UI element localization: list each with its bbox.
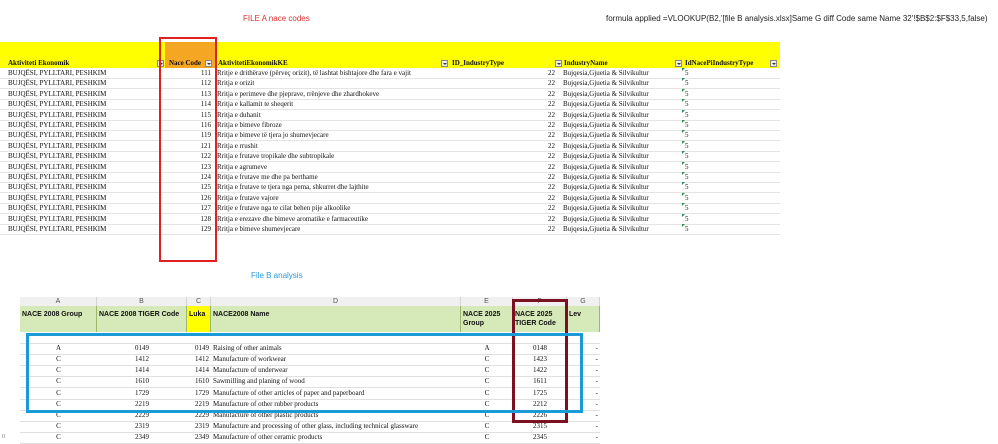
cell-tiger[interactable]: 2349 — [135, 432, 149, 441]
column-letter-header[interactable]: F — [513, 297, 567, 306]
cell-tiger[interactable]: 2319 — [135, 421, 149, 430]
cell-code[interactable]: 112 — [200, 79, 211, 88]
cell-idnace[interactable] — [682, 99, 772, 109]
cell-ke[interactable]: Rritje e drithërave (përveç orizit), të lashtat bishtajore dhe fara e vajit — [217, 69, 411, 77]
cell-value: 5 — [685, 173, 689, 181]
rows-highlight-box — [26, 333, 583, 413]
cell-id-type[interactable]: 22 — [548, 69, 555, 77]
cell-value: 5 — [685, 193, 689, 202]
cell-name[interactable]: Sawmilling and planing of wood — [213, 377, 305, 386]
cell-ke[interactable]: Rritja e kallamit te sheqerit — [217, 100, 294, 109]
cell-ke[interactable]: Rritja e erezave dhe bimeve aromatike e farmaceutike — [217, 214, 368, 223]
cell-activity[interactable]: BUJQËSI, PYLLTARI, PESHKIM — [8, 79, 107, 88]
cell-group25[interactable]: C — [484, 355, 490, 364]
cell-group[interactable]: C — [56, 432, 61, 441]
cell-group[interactable]: C — [56, 377, 61, 386]
cell-tiger25[interactable]: 2212 — [533, 399, 547, 408]
cell-lev[interactable]: - — [595, 399, 598, 408]
table-row[interactable] — [0, 172, 780, 182]
cell-group25[interactable]: C — [484, 399, 490, 408]
cell-name[interactable]: Manufacture of underwear — [213, 366, 288, 375]
cell-id-type[interactable]: 22 — [548, 173, 555, 181]
column-letter-header[interactable]: G — [567, 297, 600, 306]
header-nace-2008-tiger-code: NACE 2008 TIGER Code — [97, 306, 187, 332]
cell-tiger[interactable]: 2219 — [135, 399, 149, 408]
cell-value: 5 — [685, 141, 689, 150]
table-row[interactable] — [0, 421, 600, 432]
header-nace-code: Nace Code — [168, 59, 202, 67]
cell-value: 5 — [685, 131, 689, 140]
cell-ke[interactable]: Rritja e agrumeve — [217, 162, 268, 171]
table-row[interactable] — [0, 151, 780, 161]
cell-activity[interactable]: BUJQËSI, PYLLTARI, PESHKIM — [8, 121, 107, 129]
cell-industry[interactable]: Bujqesia,Gjuetia & Silvikultur — [563, 79, 649, 88]
cell-lev[interactable]: - — [595, 388, 598, 397]
cell-activity[interactable]: BUJQËSI, PYLLTARI, PESHKIM — [8, 110, 107, 119]
table-row[interactable] — [0, 162, 780, 172]
cell-code[interactable]: 125 — [200, 183, 211, 192]
cell-id-type[interactable]: 22 — [548, 100, 555, 109]
cell-idnace[interactable] — [682, 172, 772, 182]
cell-tiger[interactable]: 0149 — [135, 344, 149, 353]
cell-value: 5 — [685, 162, 689, 171]
cell-name[interactable]: Manufacture of other ceramic products — [213, 432, 323, 441]
cell-industry[interactable]: Bujqesia,Gjuetia & Silvikultur — [563, 162, 649, 171]
cell-value: 5 — [685, 183, 689, 192]
table-row[interactable] — [0, 432, 600, 443]
header-nace-2025-tiger-code: NACE 2025 TIGER Code — [513, 306, 567, 332]
header-id-industry-type: ID_IndustryType — [452, 59, 504, 67]
cell-code[interactable]: 111 — [201, 69, 211, 77]
cell-code[interactable]: 124 — [200, 173, 211, 181]
cell-id-type[interactable]: 22 — [548, 162, 555, 171]
cell-id-type[interactable]: 22 — [548, 141, 555, 150]
cell-id-type[interactable]: 22 — [548, 225, 555, 233]
cell-group25[interactable]: C — [484, 410, 490, 419]
cell-group25[interactable]: C — [484, 366, 490, 375]
cell-tiger[interactable]: 1610 — [135, 377, 149, 386]
cell-activity[interactable]: BUJQËSI, PYLLTARI, PESHKIM — [8, 214, 107, 223]
column-letter-header[interactable]: C — [187, 297, 211, 306]
cell-code[interactable]: 119 — [200, 131, 211, 140]
cell-tiger[interactable]: 1729 — [135, 388, 149, 397]
table-row[interactable] — [0, 110, 780, 120]
cell-idnace[interactable] — [682, 193, 772, 203]
cell-tiger25[interactable]: 2345 — [533, 432, 547, 441]
cell-luka[interactable]: 2349 — [195, 432, 209, 441]
cell-luka[interactable]: 1729 — [195, 388, 209, 397]
table-row[interactable] — [0, 214, 780, 224]
cell-group25[interactable]: C — [484, 421, 490, 430]
cell-idnace[interactable] — [682, 224, 772, 234]
cell-tiger[interactable]: 1414 — [135, 366, 149, 375]
cell-value: 5 — [685, 110, 689, 119]
cell-industry[interactable]: Bujqesia,Gjuetia & Silvikultur — [563, 89, 649, 98]
cell-id-type[interactable]: 22 — [548, 214, 555, 223]
header-industry-name: IndustryName — [564, 59, 608, 67]
cell-industry[interactable]: Bujqesia,Gjuetia & Silvikultur — [563, 141, 649, 150]
cell-idnace[interactable] — [682, 214, 772, 224]
cell-code[interactable]: 113 — [200, 89, 211, 98]
cell-group[interactable]: C — [56, 410, 61, 419]
cell-code[interactable]: 121 — [200, 141, 211, 150]
cell-luka[interactable]: 1414 — [195, 366, 209, 375]
filter-dropdown-icon[interactable] — [675, 60, 682, 67]
cell-tiger25[interactable]: 2315 — [533, 421, 547, 430]
cell-tiger25[interactable]: 1422 — [533, 366, 547, 375]
cell-value: 5 — [685, 89, 689, 98]
cell-idnace[interactable] — [682, 182, 772, 192]
cell-activity[interactable]: BUJQËSI, PYLLTARI, PESHKIM — [8, 131, 107, 140]
cell-value: 5 — [685, 214, 689, 223]
cell-luka[interactable]: 2319 — [195, 421, 209, 430]
cell-id-type[interactable]: 22 — [548, 110, 555, 119]
cell-code[interactable]: 126 — [200, 193, 211, 202]
cell-lev[interactable]: - — [595, 355, 598, 364]
header-aktiviteti-ekonomik: Aktiviteti Ekonomik — [8, 59, 70, 67]
cell-lev[interactable]: - — [595, 432, 598, 441]
cell-luka[interactable]: 2229 — [195, 410, 209, 419]
cell-id-type[interactable]: 22 — [548, 193, 555, 202]
table-row[interactable] — [0, 182, 780, 192]
cell-activity[interactable]: BUJQËSI, PYLLTARI, PESHKIM — [8, 69, 107, 77]
cell-lev[interactable]: - — [595, 366, 598, 375]
cell-group25[interactable]: C — [484, 377, 490, 386]
cell-code[interactable]: 115 — [200, 110, 211, 119]
cell-luka[interactable]: 1412 — [195, 355, 209, 364]
cell-tiger[interactable]: 1412 — [135, 355, 149, 364]
cell-industry[interactable]: Bujqesia,Gjuetia & Silvikultur — [563, 214, 649, 223]
cell-id-type[interactable]: 22 — [548, 152, 555, 161]
cell-industry[interactable]: Bujqesia,Gjuetia & Silvikultur — [563, 193, 649, 202]
cell-activity[interactable]: BUJQËSI, PYLLTARI, PESHKIM — [8, 152, 107, 161]
column-letter-header[interactable]: B — [97, 297, 187, 306]
cell-activity[interactable]: BUJQËSI, PYLLTARI, PESHKIM — [8, 183, 107, 192]
cell-activity[interactable]: BUJQËSI, PYLLTARI, PESHKIM — [8, 225, 107, 233]
row-number: 0 — [2, 433, 5, 440]
cell-industry[interactable]: Bujqesia,Gjuetia & Silvikultur — [563, 173, 649, 181]
cell-industry[interactable]: Bujqesia,Gjuetia & Silvikultur — [563, 204, 649, 213]
cell-idnace[interactable] — [682, 162, 772, 172]
table-row[interactable] — [0, 224, 780, 234]
cell-idnace[interactable] — [682, 68, 772, 78]
cell-id-type[interactable]: 22 — [548, 121, 555, 129]
filter-dropdown-icon[interactable] — [555, 60, 562, 67]
table-row[interactable] — [0, 193, 780, 203]
header-luka: Luka — [187, 306, 211, 332]
cell-ke[interactable]: Rritja e frutave te tjera nga pema, shkurret dhe lajthite — [217, 183, 369, 192]
cell-value: 5 — [685, 152, 689, 161]
header-nace-2025-group: NACE 2025 Group — [461, 306, 513, 332]
cell-code[interactable]: 114 — [200, 100, 211, 109]
cell-group[interactable]: C — [56, 421, 61, 430]
cell-activity[interactable]: BUJQËSI, PYLLTARI, PESHKIM — [8, 193, 107, 202]
cell-luka[interactable]: 1610 — [195, 377, 209, 386]
cell-value: 5 — [685, 100, 689, 109]
cell-tiger25[interactable]: 2226 — [533, 410, 547, 419]
cell-group[interactable]: C — [56, 399, 61, 408]
cell-id-type[interactable]: 22 — [548, 79, 555, 88]
cell-activity[interactable]: BUJQËSI, PYLLTARI, PESHKIM — [8, 100, 107, 109]
table-row[interactable] — [0, 89, 780, 99]
cell-group[interactable]: A — [55, 344, 62, 353]
cell-ke[interactable]: Rritja e frutave vajore — [217, 193, 279, 202]
nace-code-highlight-box — [159, 37, 217, 262]
cell-value: 5 — [685, 79, 689, 88]
cell-idnace[interactable] — [682, 151, 772, 161]
cell-id-type[interactable]: 22 — [548, 89, 555, 98]
cell-ke[interactable]: Rritja e bimeve të tjera jo shumevjecare — [217, 131, 329, 140]
cell-industry[interactable]: Bujqesia,Gjuetia & Silvikultur — [563, 225, 649, 233]
column-letter-header[interactable]: D — [211, 297, 461, 306]
cell-group25[interactable]: C — [484, 432, 490, 441]
cell-id-type[interactable]: 22 — [548, 183, 555, 192]
cell-ke[interactable]: Rritje e frutave nga te cilat behen pije alkoolike — [217, 204, 351, 213]
cell-group[interactable]: C — [56, 366, 61, 375]
gridline — [0, 234, 780, 235]
column-letter-header[interactable]: E — [461, 297, 513, 306]
column-letter-header[interactable]: A — [20, 297, 97, 306]
cell-ke[interactable]: Rritja e perimeve dhe pjeprave, rrënjeve dhe zhardhokeve — [217, 89, 380, 98]
cell-industry[interactable]: Bujqesia,Gjuetia & Silvikultur — [563, 69, 649, 77]
cell-name[interactable]: Manufacture and processing of other glass, including technical glassware — [213, 421, 419, 430]
cell-luka[interactable]: 2219 — [195, 399, 209, 408]
cell-idnace[interactable] — [682, 78, 772, 88]
cell-industry[interactable]: Bujqesia,Gjuetia & Silvikultur — [563, 152, 649, 161]
table-row[interactable] — [0, 203, 780, 213]
cell-activity[interactable]: BUJQËSI, PYLLTARI, PESHKIM — [8, 173, 107, 181]
table-row[interactable] — [0, 141, 780, 151]
cell-idnace[interactable] — [682, 89, 772, 99]
cell-industry[interactable]: Bujqesia,Gjuetia & Silvikultur — [563, 183, 649, 192]
cell-tiger25[interactable]: 1611 — [533, 377, 547, 386]
cell-lev[interactable]: - — [595, 377, 598, 386]
cell-industry[interactable]: Bujqesia,Gjuetia & Silvikultur — [563, 100, 649, 109]
cell-tiger[interactable]: 2229 — [135, 410, 149, 419]
cell-ke[interactable]: Rritja e rrushit — [217, 141, 258, 150]
cell-value: 5 — [685, 204, 689, 213]
cell-tiger25[interactable]: 1725 — [533, 388, 547, 397]
cell-lev[interactable]: - — [595, 421, 598, 430]
cell-value: 5 — [685, 69, 689, 77]
cell-group[interactable]: C — [56, 355, 61, 364]
cell-ke[interactable]: Rritja e bimeve shumevjecare — [217, 225, 301, 233]
cell-ke[interactable]: Rritja e frutave tropikale dhe subtropikale — [217, 152, 335, 161]
cell-industry[interactable]: Bujqesia,Gjuetia & Silvikultur — [563, 110, 649, 119]
cell-luka[interactable]: 0149 — [195, 344, 209, 353]
cell-id-type[interactable]: 22 — [548, 204, 555, 213]
header-aktiviteti-ke: AktivitetiEkonomikKE — [218, 59, 288, 67]
cell-ke[interactable]: Rritja e bimeve fibroze — [217, 121, 282, 129]
cell-code[interactable]: 129 — [200, 225, 211, 233]
header-nace2008-name: NACE2008 Name — [211, 306, 461, 332]
cell-industry[interactable]: Bujqesia,Gjuetia & Silvikultur — [563, 131, 649, 140]
cell-value: 5 — [685, 225, 689, 233]
cell-id-type[interactable]: 22 — [548, 131, 555, 140]
cell-idnace[interactable] — [682, 110, 772, 120]
cell-code[interactable]: 128 — [200, 214, 211, 223]
cell-group25[interactable]: C — [484, 388, 490, 397]
header-lev: Lev — [567, 306, 600, 332]
cell-activity[interactable]: BUJQËSI, PYLLTARI, PESHKIM — [8, 204, 107, 213]
table-row[interactable] — [0, 99, 780, 109]
filter-dropdown-icon[interactable] — [441, 60, 448, 67]
cell-value: 5 — [685, 121, 689, 129]
cell-tiger25[interactable]: 1423 — [533, 355, 547, 364]
cell-ke[interactable]: Rritja e frutave me dhe pa berthame — [217, 173, 318, 181]
cell-tiger25[interactable]: 0148 — [533, 344, 547, 353]
table-row[interactable] — [0, 120, 780, 130]
cell-lev[interactable]: - — [595, 410, 598, 419]
file-b-caption: File B analysis — [251, 271, 303, 280]
cell-ke[interactable]: Rritja e duhanit — [217, 110, 261, 119]
cell-lev[interactable]: - — [595, 344, 598, 353]
cell-code[interactable]: 122 — [200, 152, 211, 161]
header-id-nace-pi-industry-type: IdNacePiIndustryType — [685, 59, 754, 67]
cell-ke[interactable]: Rritja e orizit — [217, 79, 255, 88]
formula-caption: formula applied =VLOOKUP(B2,'[file B analysis.xlsx]Same G diff Code same Name 32'!$B$2:$F$33,5,false) — [606, 14, 988, 23]
cell-activity[interactable]: BUJQËSI, PYLLTARI, PESHKIM — [8, 162, 107, 171]
header-nace-2008-group: NACE 2008 Group — [20, 306, 97, 332]
filter-dropdown-icon[interactable] — [770, 60, 777, 67]
cell-code[interactable]: 116 — [200, 121, 211, 129]
file-a-caption: FILE A nace codes — [243, 14, 310, 23]
cell-idnace[interactable] — [682, 130, 772, 140]
cell-name[interactable]: Manufacture of other plastic products — [213, 410, 319, 419]
cell-idnace[interactable] — [682, 141, 772, 151]
cell-name[interactable]: Manufacture of other rubber products — [213, 399, 319, 408]
cell-code[interactable]: 123 — [200, 162, 211, 171]
cell-activity[interactable]: BUJQËSI, PYLLTARI, PESHKIM — [8, 141, 107, 150]
cell-group[interactable]: C — [56, 388, 61, 397]
cell-idnace[interactable] — [682, 203, 772, 213]
table-row[interactable] — [0, 68, 780, 78]
cell-name[interactable]: Raising of other animals — [213, 344, 282, 353]
cell-industry[interactable]: Bujqesia,Gjuetia & Silvikultur — [563, 121, 649, 129]
cell-name[interactable]: Manufacture of other articles of paper and paperboard — [213, 388, 365, 397]
cell-name[interactable]: Manufacture of workwear — [213, 355, 287, 364]
cell-activity[interactable]: BUJQËSI, PYLLTARI, PESHKIM — [8, 89, 107, 98]
sheet-a-header-row — [0, 42, 780, 68]
cell-group25[interactable]: A — [484, 344, 490, 353]
cell-code[interactable]: 127 — [200, 204, 211, 213]
table-row[interactable] — [0, 130, 780, 140]
cell-idnace[interactable] — [682, 120, 772, 130]
table-row[interactable] — [0, 78, 780, 88]
